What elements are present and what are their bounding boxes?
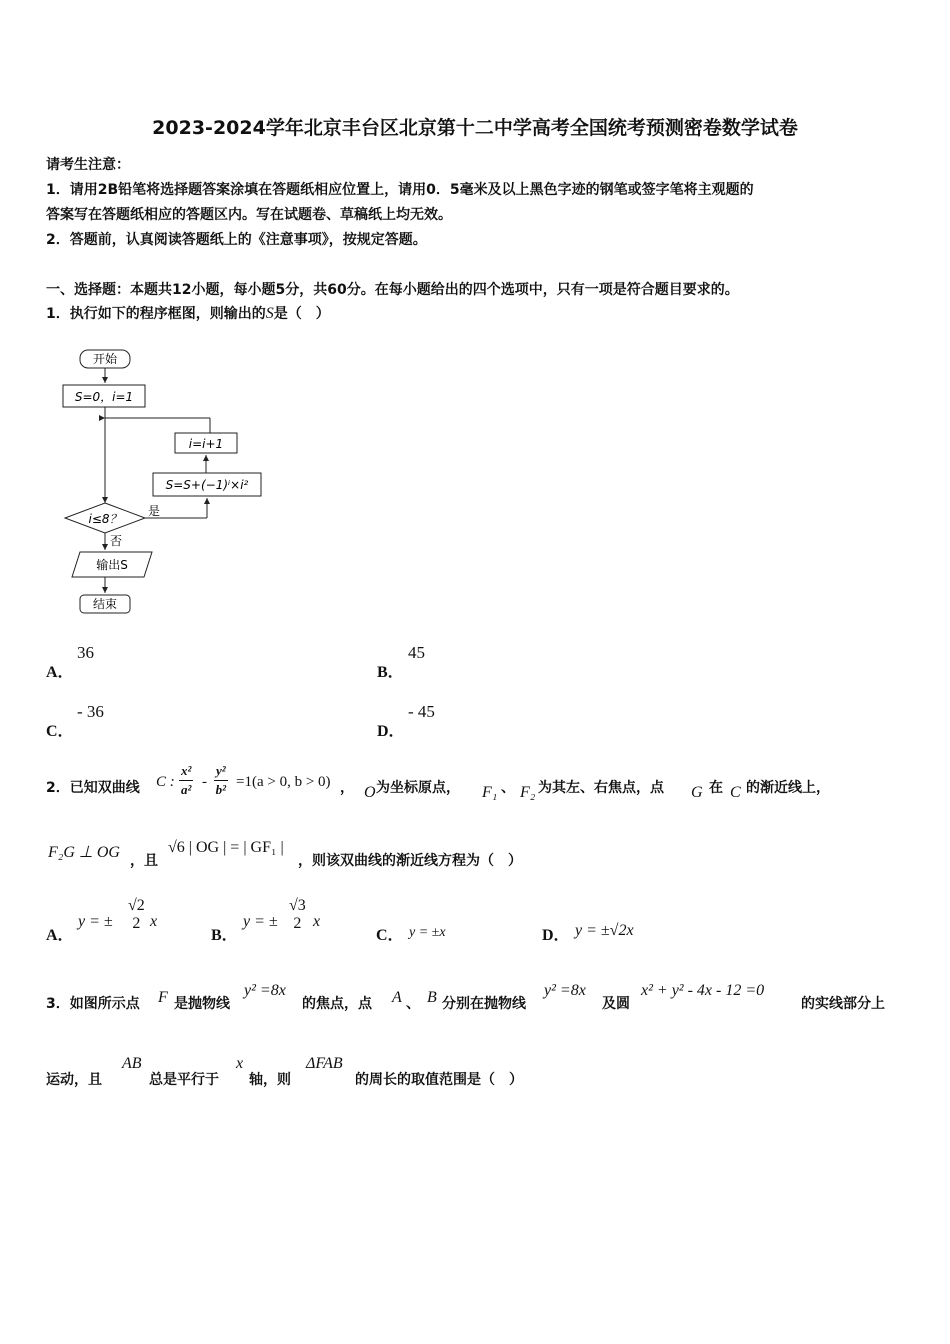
flow-condition-text: i≤8？ <box>88 512 122 526</box>
q1-flowchart <box>60 345 270 620</box>
notice-line-1a: 1．请用2B铅笔将选择题答案涂填在答题纸相应位置上，请用0．5毫米及以上黑色字迹的钢笔或签字笔将主观题的 <box>46 182 754 198</box>
page-title: 2023-2024学年北京丰台区北京第十二中学高考全国统考预测密卷数学试卷 <box>152 117 798 139</box>
flow-update-text: S=S+(−1)ⁱ×i² <box>165 478 249 492</box>
flow-init-text: S=0，i=1 <box>74 390 134 404</box>
flow-start-text: 开始 <box>92 352 118 366</box>
flow-increment-text: i=i+1 <box>188 437 224 451</box>
flow-end-text: 结束 <box>92 597 118 611</box>
notice-line-1b: 答案写在答题纸相应的答题区内。写在试题卷、草稿纸上均无效。 <box>46 207 452 223</box>
notice-heading: 请考生注意： <box>46 157 130 173</box>
flow-yes-label: 是 <box>148 504 161 518</box>
section-heading: 一、选择题：本题共12小题，每小题5分，共60分。在每小题给出的四个选项中，只有一项是符合题目要求的。 <box>46 282 739 298</box>
notice-line-2: 2．答题前，认真阅读答题纸上的《注意事项》，按规定答题。 <box>46 232 427 248</box>
q1-stem: 1．执行如下的程序框图，则输出的S是（ ） <box>46 305 330 322</box>
flow-output-text: 输出S <box>96 558 128 572</box>
flow-no-label: 否 <box>110 534 123 548</box>
